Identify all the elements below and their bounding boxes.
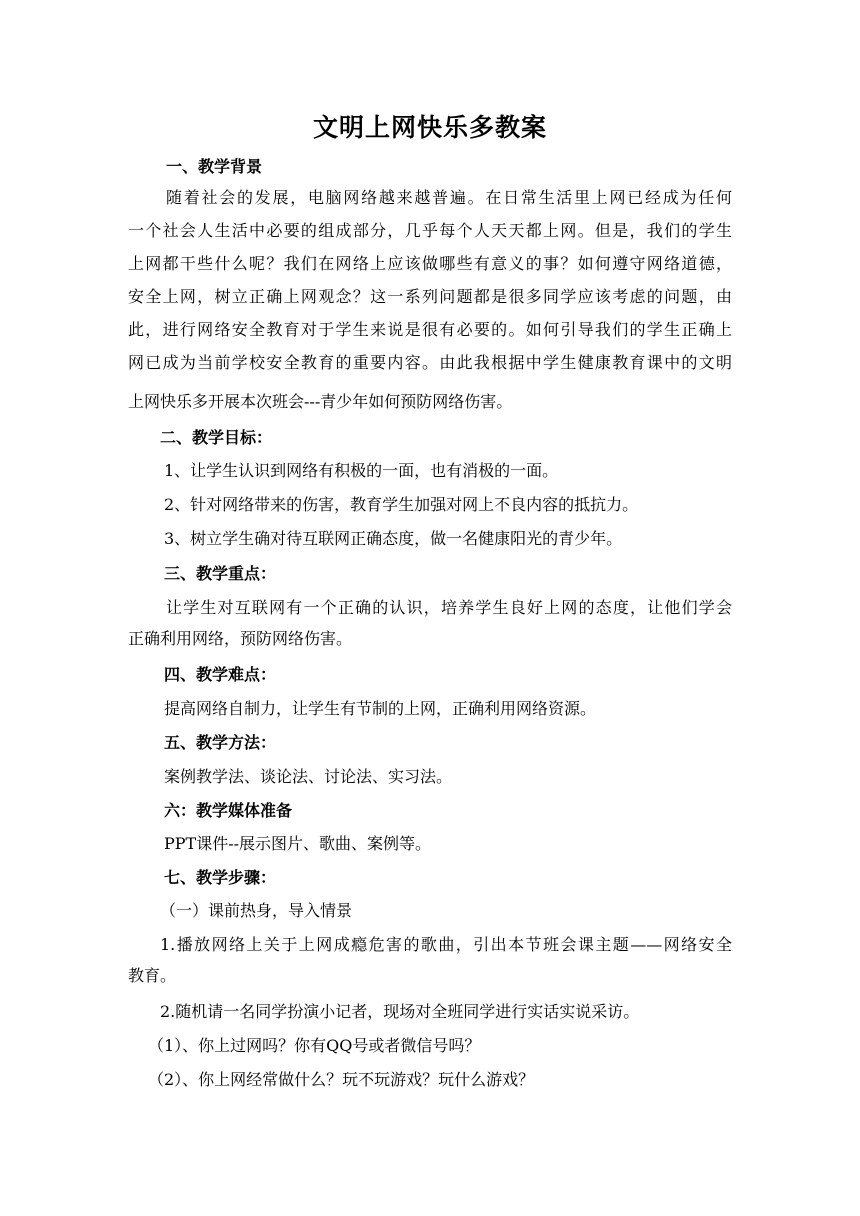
objective-item: 2、针对网络带来的伤害，教育学生加强对网上不良内容的抵抗力。 [164,495,639,514]
section-heading-methods: 五、教学方法： [164,733,277,752]
paragraph-line: 上网都干些什么呢？我们在网络上应该做哪些有意义的事？如何遵守网络道德， [128,254,732,273]
paragraph-line: 此，进行网络安全教育对于学生来说是很有必要的。如何引导我们的学生正确上 [128,320,732,339]
paragraph-line: 网已成为当前学校安全教育的重要内容。由此我根据中学生健康教育课中的文明 [128,353,732,372]
section-heading-key-points: 三、教学重点： [164,564,277,583]
question-item: （2）、你上网经常做什么？玩不玩游戏？玩什么游戏？ [148,1070,535,1089]
paragraph-line: 上网快乐多开展本次班会---青少年如何预防网络伤害。 [128,392,513,411]
section-heading-steps: 七、教学步骤： [164,868,277,887]
paragraph-line: 教育。 [128,966,177,985]
section-heading-objectives: 二、教学目标： [160,428,273,447]
paragraph-line: 正确利用网络，预防网络伤害。 [128,629,353,648]
subsection-heading: （一）课前热身，导入情景 [160,901,353,920]
paragraph-line: 2.随机请一名同学扮演小记者，现场对全班同学进行实话实说采访。 [160,1002,640,1021]
objective-item: 1、让学生认识到网络有积极的一面，也有消极的一面。 [164,461,559,480]
objective-item: 3、树立学生确对待互联网正确态度，做一名健康阳光的青少年。 [164,529,623,548]
paragraph-line: 安全上网，树立正确上网观念？这一系列问题都是很多同学应该考虑的问题，由 [128,287,732,306]
section-heading-media: 六：教学媒体准备 [164,801,293,820]
paragraph-line: 提高网络自制力，让学生有节制的上网，正确利用网络资源。 [164,699,597,718]
section-heading-difficulties: 四、教学难点： [164,665,277,684]
question-item: （1）、你上过网吗？你有QQ号或者微信号吗？ [148,1036,481,1055]
paragraph-line: 随着社会的发展，电脑网络越来越普遍。在日常生活里上网已经成为任何 [166,188,732,207]
paragraph-line: 让学生对互联网有一个正确的认识，培养学生良好上网的态度，让他们学会 [166,598,732,617]
paragraph-line: 1.播放网络上关于上网成瘾危害的歌曲，引出本节班会课主题——网络安全 [160,935,732,954]
section-heading-background: 一、教学背景 [166,157,263,176]
paragraph-line: 案例教学法、谈论法、讨论法、实习法。 [164,767,453,786]
paragraph-line: PPT课件--展示图片、歌曲、案例等。 [164,834,432,853]
document-title: 文明上网快乐多教案 [312,113,547,142]
paragraph-line: 一个社会人生活中必要的组成部分，几乎每个人天天都上网。但是，我们的学生 [128,221,732,240]
